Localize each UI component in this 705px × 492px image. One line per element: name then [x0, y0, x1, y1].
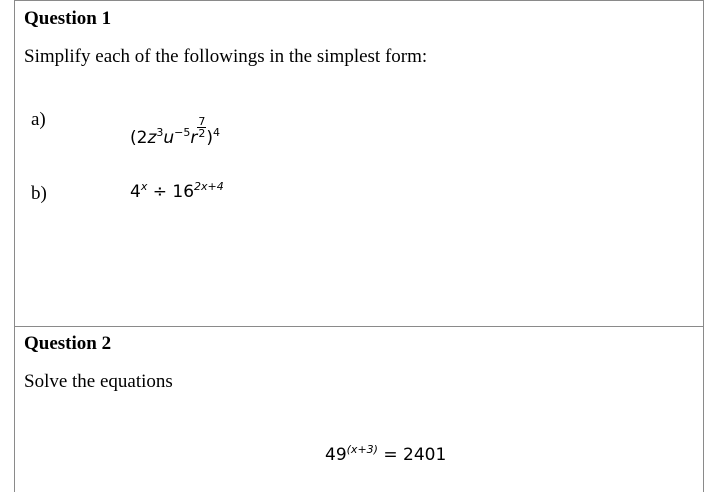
- part-a-expression: [130, 116, 220, 147]
- part-b-expression: [130, 180, 224, 202]
- equation-exponent: (x+3): [346, 443, 378, 456]
- part-a-open: (2: [130, 128, 148, 148]
- part-a-label: a): [31, 109, 46, 130]
- part-a-fraction-denominator: 2: [198, 127, 206, 140]
- part-b-exp-1: x: [140, 180, 148, 193]
- question-1-title: Question 1: [24, 8, 112, 29]
- part-b-label: b): [31, 183, 47, 204]
- part-b-base-1: 4: [130, 182, 141, 202]
- part-a-var-u: u: [163, 128, 175, 148]
- question-2-instruction: Solve the equations: [24, 371, 173, 392]
- question-2-title: Question 2: [24, 333, 112, 354]
- part-a-exp-u: −5: [174, 126, 191, 139]
- part-b-exp-2: 2x+4: [194, 180, 224, 193]
- part-a-close: ): [206, 128, 214, 148]
- part-a-exp-z: 3: [156, 126, 164, 139]
- question-1-instruction: Simplify each of the followings in the simplest form:: [24, 46, 428, 67]
- part-a-fraction-numerator: 7: [198, 115, 206, 128]
- equation-rhs: 2401: [403, 445, 447, 465]
- part-a-var-r: r: [190, 128, 198, 148]
- part-b-operator: ÷: [152, 182, 167, 202]
- part-a-var-z: z: [147, 128, 157, 148]
- question-2-equation: [325, 443, 447, 465]
- question-1-cell: [14, 0, 704, 327]
- part-b-base-2: 16: [172, 182, 195, 202]
- part-a-outer-exponent: 4: [213, 126, 221, 139]
- equation-equals: =: [383, 445, 398, 465]
- question-2-cell: [14, 326, 704, 492]
- equation-base: 49: [325, 445, 347, 465]
